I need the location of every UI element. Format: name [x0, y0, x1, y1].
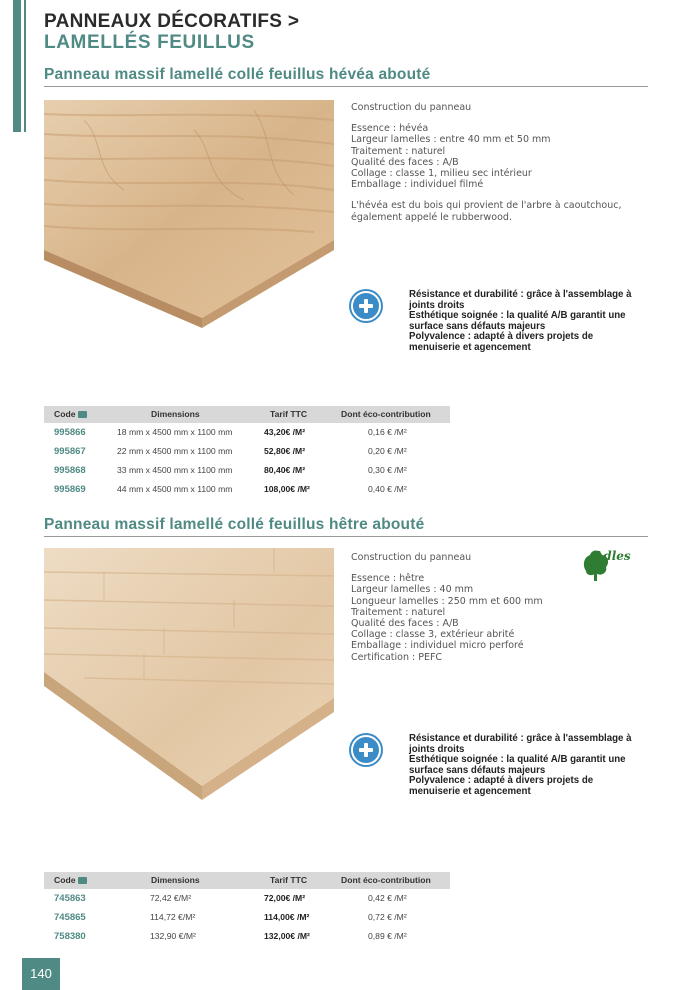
header-code-label: Code	[54, 875, 76, 885]
spec-line: Traitement : naturel	[351, 145, 446, 157]
benefit-line: menuiserie et agencement	[409, 785, 531, 797]
table-row	[44, 889, 450, 908]
spec-block-hetre	[351, 552, 543, 663]
note-line: L'hévéa est du bois qui provient de l'arbre à caoutchouc,	[351, 200, 622, 212]
header-price: Tarif TTC	[270, 409, 308, 419]
section-title-hevea: Panneau massif lamellé collé feuillus hévéa abouté	[44, 66, 431, 83]
price-value: 43,20€ /M²	[264, 427, 306, 437]
side-accent-line	[24, 0, 26, 132]
product-code: 995869	[54, 484, 86, 495]
benefit-line: Esthétique soignée : la qualité A/B garantit une	[409, 310, 626, 322]
eco-value: 0,20 € /M²	[368, 446, 407, 456]
spec-line: Largeur lamelles : entre 40 mm et 50 mm	[351, 134, 551, 146]
dimensions-value: 33 mm x 4500 mm x 1100 mm	[117, 465, 233, 475]
header-eco: Dont éco-contribution	[341, 875, 431, 885]
spec-line: Essence : hévéa	[351, 123, 429, 135]
spec-line: Longueur lamelles : 250 mm et 600 mm	[351, 595, 543, 607]
page-header	[44, 12, 299, 54]
table-row	[44, 908, 450, 927]
dimensions-value: 18 mm x 4500 mm x 1100 mm	[117, 427, 233, 437]
header-price: Tarif TTC	[270, 875, 308, 885]
dimensions-value: 132,90 €/M²	[150, 931, 196, 941]
header-code-label: Code	[54, 409, 76, 419]
benefit-line: Esthétique soignée : la qualité A/B garantit une	[409, 754, 626, 766]
brand-logo	[580, 545, 640, 585]
spec-line: Collage : classe 1, milieu sec intérieur	[351, 168, 532, 180]
eco-value: 0,72 € /M²	[368, 912, 407, 922]
table-row	[44, 461, 450, 480]
dimensions-value: 22 mm x 4500 mm x 1100 mm	[117, 446, 233, 456]
subcategory-title: LAMELLÉS FEUILLUS	[44, 32, 255, 53]
table-header	[44, 406, 450, 423]
benefit-line: Résistance et durabilité : grâce à l'assemblage à	[409, 289, 632, 300]
section-title-hetre: Panneau massif lamellé collé feuillus hêtre abouté	[44, 516, 425, 533]
header-code	[54, 872, 87, 889]
eco-value: 0,40 € /M²	[368, 484, 407, 494]
benefit-line: menuiserie et agencement	[409, 341, 531, 353]
dimensions-value: 114,72 €/M²	[150, 912, 196, 922]
note-line: également appelé le rubberwood.	[351, 211, 512, 223]
spec-line: Qualité des faces : A/B	[351, 618, 459, 630]
spec-line: Emballage : individuel micro perforé	[351, 640, 524, 652]
brand-name: Adles	[594, 549, 631, 563]
header-dimensions: Dimensions	[151, 409, 200, 419]
section-divider	[44, 86, 648, 87]
plus-icon	[351, 735, 381, 765]
benefit-line: joints droits	[409, 299, 465, 311]
price-table-hevea	[44, 406, 450, 499]
spec-line: Emballage : individuel filmé	[351, 179, 484, 191]
spec-line: Essence : hêtre	[351, 573, 425, 585]
benefit-line: Polyvalence : adapté à divers projets de	[409, 775, 594, 787]
side-accent-bar	[13, 0, 21, 132]
table-row	[44, 442, 450, 461]
benefit-line: Résistance et durabilité : grâce à l'assemblage à	[409, 733, 632, 744]
price-value: 108,00€ /M²	[264, 484, 310, 494]
cart-icon	[78, 877, 87, 884]
price-value: 80,40€ /M²	[264, 465, 306, 475]
spec-block-hevea	[351, 102, 622, 223]
category-title: PANNEAUX DÉCORATIFS >	[44, 11, 300, 32]
header-code	[54, 406, 87, 423]
spec-line: Certification : PEFC	[351, 651, 443, 663]
eco-value: 0,42 € /M²	[368, 893, 407, 903]
product-code: 995867	[54, 446, 86, 457]
section-divider	[44, 536, 648, 537]
eco-value: 0,89 € /M²	[368, 931, 407, 941]
product-code: 745865	[54, 912, 86, 923]
benefits-hetre	[409, 734, 659, 798]
product-code: 995866	[54, 427, 86, 438]
product-code: 758380	[54, 931, 86, 942]
eco-value: 0,30 € /M²	[368, 465, 407, 475]
header-dimensions: Dimensions	[151, 875, 200, 885]
spec-line: Collage : classe 3, extérieur abrité	[351, 629, 515, 641]
dimensions-value: 72,42 €/M²	[150, 893, 192, 903]
spec-title: Construction du panneau	[351, 102, 472, 113]
table-row	[44, 480, 450, 499]
price-value: 72,00€ /M²	[264, 893, 306, 903]
spec-line: Largeur lamelles : 40 mm	[351, 584, 474, 596]
benefit-line: surface sans défauts majeurs	[409, 320, 546, 332]
benefit-line: surface sans défauts majeurs	[409, 764, 546, 776]
table-row	[44, 423, 450, 442]
benefit-line: Polyvalence : adapté à divers projets de	[409, 331, 594, 343]
table-header	[44, 872, 450, 889]
plus-icon	[351, 291, 381, 321]
header-eco: Dont éco-contribution	[341, 409, 431, 419]
spec-line: Traitement : naturel	[351, 606, 446, 618]
hetre-panel-image	[44, 548, 334, 800]
table-row	[44, 927, 450, 946]
benefit-line: joints droits	[409, 743, 465, 755]
benefits-hevea	[409, 290, 659, 354]
spec-line: Qualité des faces : A/B	[351, 156, 459, 168]
product-code: 745863	[54, 893, 86, 904]
spec-title: Construction du panneau	[351, 552, 472, 563]
price-value: 52,80€ /M²	[264, 446, 306, 456]
price-table-hetre	[44, 872, 450, 946]
product-code: 995868	[54, 465, 86, 476]
price-value: 132,00€ /M²	[264, 931, 310, 941]
price-value: 114,00€ /M²	[264, 912, 310, 922]
dimensions-value: 44 mm x 4500 mm x 1100 mm	[117, 484, 233, 494]
page-number: 140	[22, 958, 60, 990]
eco-value: 0,16 € /M²	[368, 427, 407, 437]
hevea-panel-image	[44, 100, 334, 328]
cart-icon	[78, 411, 87, 418]
